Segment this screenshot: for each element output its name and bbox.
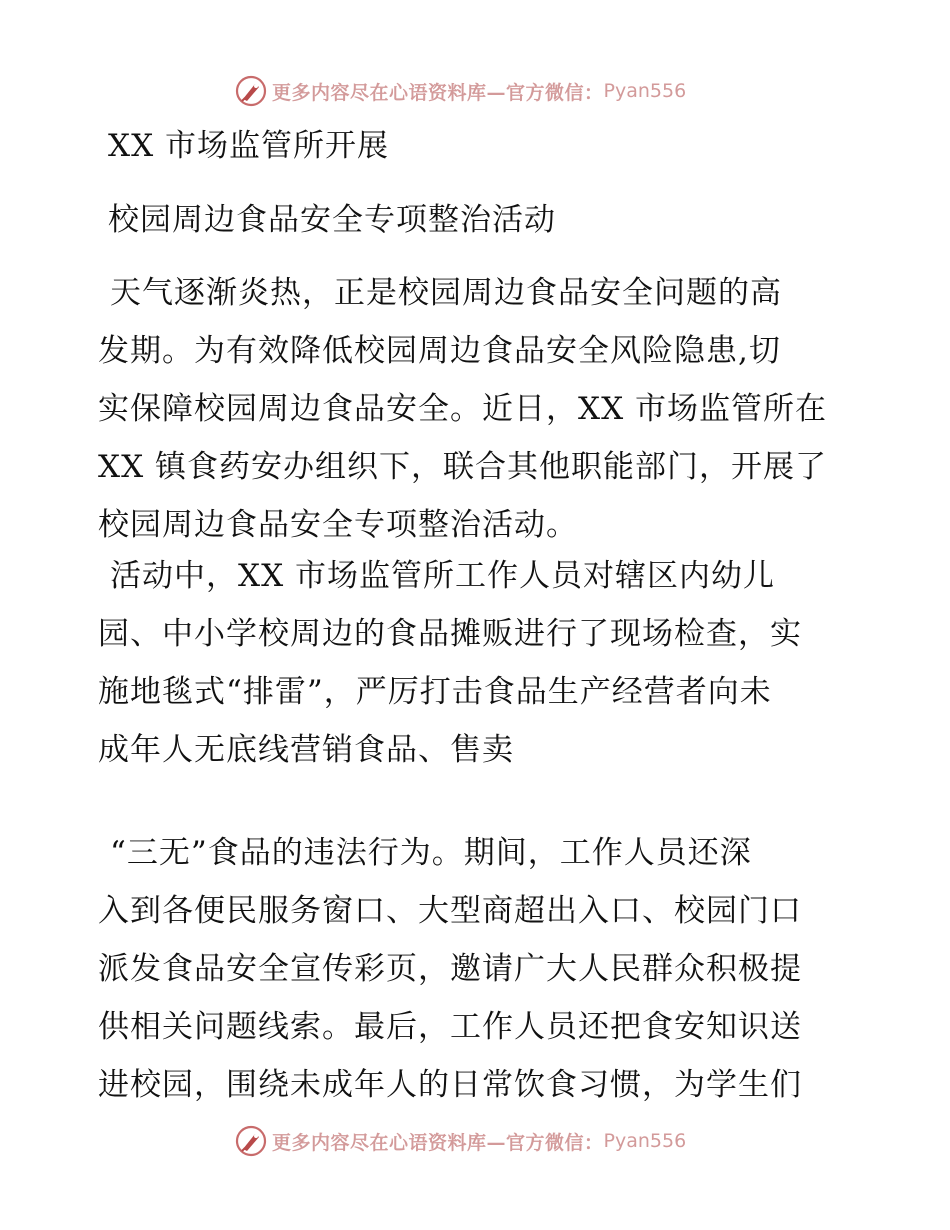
text-line: 发期。为有效降低校园周边食品安全风险隐患,切 <box>98 333 781 369</box>
text-line: 园、中小学校周边的食品摊贩进行了现场检查，实 <box>98 616 802 652</box>
watermark-text: 更多内容尽在心语资料库—官方微信： <box>272 1131 604 1154</box>
quill-logo-icon <box>234 1124 268 1158</box>
watermark-wechat-id: Pyan556 <box>603 80 687 102</box>
text-line: 入到各便民服务窗口、大型商超出入口、校园门口 <box>98 893 802 929</box>
text-line: 校园周边食品安全专项整治活动。 <box>98 507 578 543</box>
paragraph-1 <box>98 264 868 554</box>
text-line: “三无”食品的违法行为。期间，工作人员还深 <box>110 835 752 871</box>
text-line: 成年人无底线营销食品、售卖 <box>98 732 514 768</box>
text-line: 派发食品安全宣传彩页，邀请广大人民群众积极提 <box>98 951 802 987</box>
document-title-line-1: XX 市场监管所开展 <box>108 128 389 164</box>
watermark-text: 更多内容尽在心语资料库—官方微信： <box>272 81 604 104</box>
text-line: 进校园，围绕未成年人的日常饮食习惯，为学生们 <box>98 1067 802 1103</box>
text-line: 活动中，XX 市场监管所工作人员对辖区内幼儿 <box>110 558 775 594</box>
paragraph-3 <box>98 824 868 1114</box>
text-line: 实保障校园周边食品安全。近日，XX 市场监管所在 <box>98 391 827 427</box>
document-title-line-2: 校园周边食品安全专项整治活动 <box>108 202 556 238</box>
text-line: XX 镇食药安办组织下，联合其他职能部门，开展了 <box>98 449 827 485</box>
header-watermark <box>0 70 950 110</box>
footer-watermark <box>0 1120 950 1160</box>
watermark-wechat-id: Pyan556 <box>603 1130 687 1152</box>
paragraph-2 <box>98 547 868 779</box>
text-line: 供相关问题线索。最后，工作人员还把食安知识送 <box>98 1009 802 1045</box>
quill-logo-icon <box>234 74 268 108</box>
text-line: 施地毯式“排雷”，严厉打击食品生产经营者向未 <box>98 674 772 710</box>
text-line: 天气逐渐炎热，正是校园周边食品安全问题的高 <box>110 275 782 311</box>
